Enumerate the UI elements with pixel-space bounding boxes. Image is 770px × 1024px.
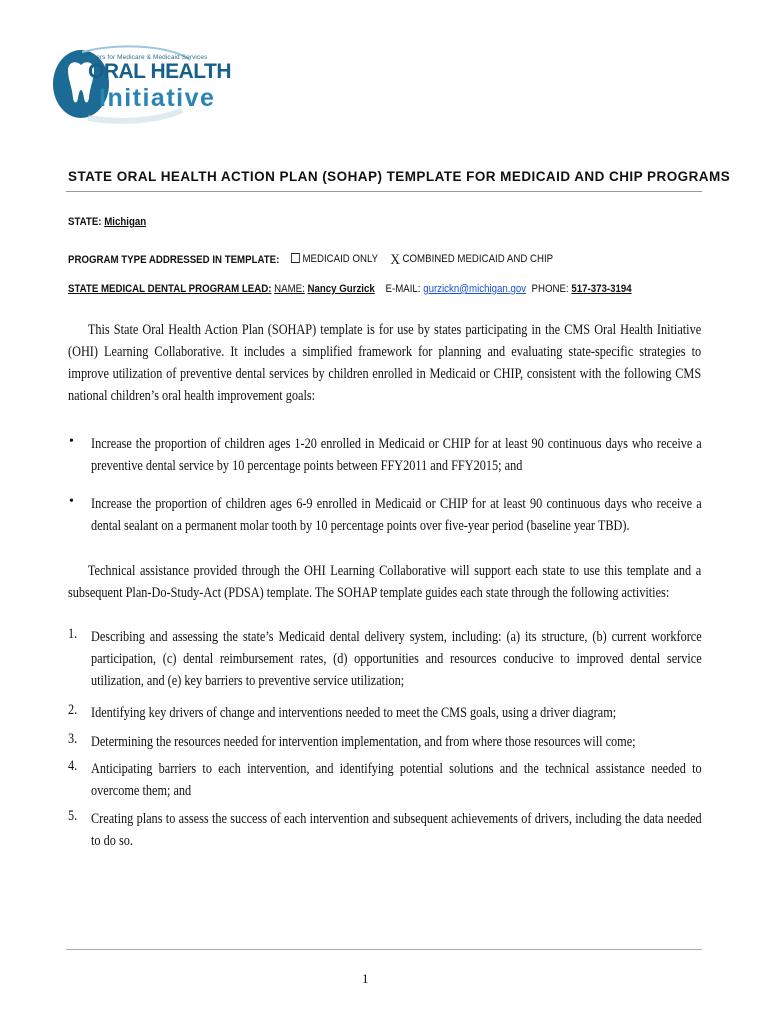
activity-item: Identifying key drivers of change and interventions needed to meet the CMS goals, using a driver diagram; (91, 705, 617, 721)
program-type-label: PROGRAM TYPE ADDRESSED IN TEMPLATE: (68, 254, 280, 266)
bullet-icon: • (69, 494, 74, 509)
goal-item: Increase the proportion of children ages 1-20 enrolled in Medicaid or CHIP for at least 90 continuous days who receive a preventive dental service by 10 percentage points between FFY2011 and FFY2015; and (91, 436, 702, 474)
document-title: STATE ORAL HEALTH ACTION PLAN (SOHAP) TEMPLATE FOR MEDICAID AND CHIP PROGRAMS (68, 169, 731, 184)
lead-phone: 517-373-3194 (571, 283, 632, 295)
title-divider (66, 191, 702, 192)
activity-item: Determining the resources needed for intervention implementation, and from where those resources will come; (91, 734, 636, 750)
email-label: E-MAIL: (385, 283, 421, 295)
medicaid-only-label: MEDICAID ONLY (302, 253, 378, 265)
program-type-options (291, 252, 553, 269)
oral-health-initiative-logo (52, 40, 232, 126)
medicaid-only-checkbox[interactable] (291, 253, 300, 263)
activity-item: Describing and assessing the state’s Medicaid dental delivery system, including: (a) its structure, (b) current workforce participation, (c) dental reimbursement rates, (d) opportunities and resources conducive to improved dental service utilization, and (e) key barriers to preventive service utilization; (91, 629, 702, 689)
list-number: 2. (68, 702, 78, 718)
activity-item: Anticipating barriers to each intervention, and identifying potential solutions and the technical assistance needed to overcome them; and (91, 761, 702, 799)
combined-medicaid-chip-label: COMBINED MEDICAID AND CHIP (402, 253, 554, 265)
lead-name: Nancy Gurzick (307, 283, 375, 295)
lead-email-link[interactable]: gurzickn@michigan.gov (423, 283, 527, 295)
state-value: Michigan (104, 216, 147, 228)
program-lead-label: STATE MEDICAL DENTAL PROGRAM LEAD: (68, 283, 272, 295)
intro-paragraph: This State Oral Health Action Plan (SOHAP) template is for use by states participating in the CMS Oral Health Initiative (OHI) Learning Collaborative. It includes a simplified framework for planning and evaluating state-specific strategies to improve utilization of preventive dental services by children enrolled in Medicaid or CHIP, consistent with the following CMS national children’s oral health improvement goals: (68, 322, 702, 404)
list-number: 5. (68, 808, 78, 824)
goal-item: Increase the proportion of children ages 6-9 enrolled in Medicaid or CHIP for at least 90 continuous days who receive a dental sealant on a permanent molar tooth by 10 percentage points over five-year period (baseline year TBD). (91, 496, 702, 534)
list-number: 3. (68, 731, 78, 747)
footer-divider (66, 949, 702, 950)
name-label: NAME: (274, 283, 305, 295)
program-lead-line (68, 283, 632, 295)
phone-label: PHONE: (531, 283, 569, 295)
technical-assistance-paragraph: Technical assistance provided through the OHI Learning Collaborative will support each state to use this template and a subsequent Plan-Do-Study-Act (PDSA) template. The SOHAP template guides each state through the following activities: (68, 563, 702, 601)
list-number: 1. (68, 626, 78, 642)
logo-line2: Initiative (99, 84, 216, 112)
list-number: 4. (68, 758, 78, 774)
combined-medicaid-chip-checkbox[interactable]: X (390, 252, 400, 268)
bullet-icon: • (69, 434, 74, 449)
logo-line1: ORAL HEALTH (88, 60, 232, 83)
state-label: STATE: (68, 216, 102, 228)
logo-top-text: Centers for Medicare & Medicaid Services (82, 54, 208, 61)
activity-item: Creating plans to assess the success of each intervention and subsequent achievements of drivers, including the data needed to do so. (91, 811, 702, 849)
state-field (68, 216, 146, 228)
page-number: 1 (362, 971, 369, 986)
